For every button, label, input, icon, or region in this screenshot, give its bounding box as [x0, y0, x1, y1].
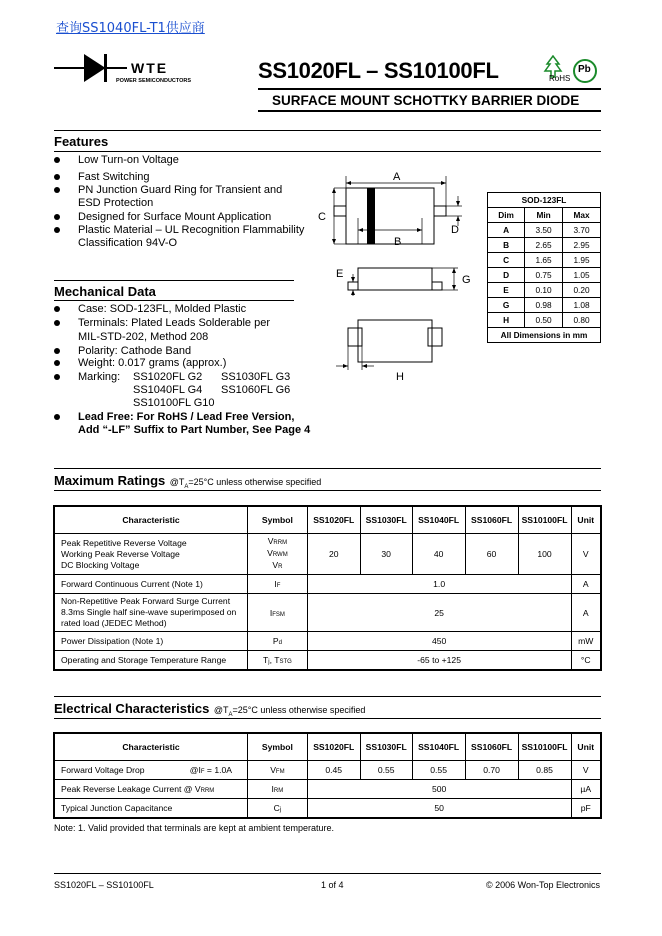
- feature-item: PN Junction Guard Ring for Transient and: [54, 184, 314, 197]
- feature-item-continued: ESD Protection: [78, 197, 154, 209]
- dim-label-e: E: [336, 268, 344, 280]
- mechanical-item: Terminals: Plated Leads Solderable per: [54, 317, 314, 330]
- electrical-table: [53, 732, 602, 819]
- table-row: C 1.65 1.95: [488, 253, 601, 268]
- marking-value: SS10100FL G10: [133, 397, 215, 409]
- table-row: Peak Repetitive Reverse Voltage Working Peak Reverse Voltage DC Blocking Voltage VRRM VRWM VR 20 30 40 60 100 V: [54, 534, 601, 575]
- feature-item-continued: Classification 94V-O: [78, 237, 178, 249]
- mechanical-heading: Mechanical Data: [54, 284, 156, 299]
- subtitle-rule: [258, 110, 601, 112]
- dim-header: Min: [525, 208, 563, 223]
- table-header-row: Characteristic Symbol SS1020FL SS1030FL SS1040FL SS1060FL SS10100FL Unit: [54, 506, 601, 534]
- table-row: Forward Voltage Drop @IF = 1.0A VFM 0.45 0.55 0.55 0.70 0.85 V: [54, 761, 601, 780]
- dim-label-d: D: [451, 224, 459, 236]
- rohs-icon: [543, 55, 573, 85]
- mechanical-item: Case: SOD-123FL, Molded Plastic: [54, 303, 314, 316]
- marking-value: SS1030FL G3: [221, 371, 291, 383]
- max-ratings-top-rule: [54, 468, 601, 469]
- dim-label-c: C: [318, 211, 326, 223]
- mechanical-item: Marking:: [54, 371, 314, 384]
- dim-header: Max: [563, 208, 601, 223]
- rohs-label: RoHS: [549, 74, 571, 83]
- supplier-link[interactable]: 查询SS1040FL-T1供应商: [56, 21, 205, 36]
- table-row: D 0.75 1.05: [488, 268, 601, 283]
- dimension-table: [487, 192, 601, 343]
- table-row: G 0.98 1.08: [488, 298, 601, 313]
- max-ratings-bottom-rule: [54, 490, 601, 491]
- footer-page-number: 1 of 4: [321, 880, 344, 890]
- marking-value: SS1060FL G6: [221, 384, 291, 396]
- dim-table-footer: All Dimensions in mm: [488, 328, 601, 343]
- feature-item: Plastic Material – UL Recognition Flammability: [54, 224, 314, 237]
- dim-label-b: B: [394, 236, 402, 248]
- mechanical-top-rule: [54, 280, 294, 281]
- dim-label-a: A: [393, 171, 401, 183]
- feature-item: Designed for Surface Mount Application: [54, 211, 314, 224]
- mechanical-item-continued: MIL-STD-202, Method 208: [78, 331, 209, 343]
- table-row: A 3.50 3.70: [488, 223, 601, 238]
- features-bottom-rule: [54, 151, 601, 152]
- mechanical-bottom-rule: [54, 300, 294, 301]
- footer-rule: [54, 873, 601, 874]
- mechanical-item: Weight: 0.017 grams (approx.): [54, 357, 314, 370]
- title-rule: [258, 88, 601, 90]
- logo-text: WTE: [131, 60, 169, 76]
- table-row: E 0.10 0.20: [488, 283, 601, 298]
- table-row: B 2.65 2.95: [488, 238, 601, 253]
- logo-subtext: POWER SEMICONDUCTORS: [116, 78, 192, 84]
- electrical-heading: Electrical Characteristics: [54, 701, 210, 716]
- feature-item: Low Turn-on Voltage: [54, 154, 314, 167]
- footnote: Note: 1. Valid provided that terminals are kept at ambient temperature.: [54, 823, 334, 833]
- wte-logo: [54, 50, 194, 90]
- max-ratings-heading: Maximum Ratings: [54, 473, 166, 488]
- table-row: Peak Reverse Leakage Current @ VRRM IRM 500 µA: [54, 780, 601, 799]
- table-row: H 0.50 0.80: [488, 313, 601, 328]
- table-row: Operating and Storage Temperature Range Tj, TSTG -65 to +125 °C: [54, 651, 601, 670]
- feature-item: Fast Switching: [54, 171, 314, 184]
- footer-right: © 2006 Won-Top Electronics: [486, 880, 601, 890]
- electrical-condition: $@T_A=25^\circ C$ unless otherwise specified: [213, 705, 366, 718]
- marking-value: SS1040FL G4: [133, 384, 203, 396]
- marking-value: SS1020FL G2: [133, 371, 203, 383]
- table-row: Typical Junction Capacitance Cj 50 pF: [54, 799, 601, 818]
- pb-free-icon: [573, 59, 597, 83]
- features-heading: Features: [54, 134, 109, 149]
- dim-header: Dim: [488, 208, 525, 223]
- max-ratings-table: [53, 505, 602, 671]
- page-subtitle: SURFACE MOUNT SCHOTTKY BARRIER DIODE: [272, 93, 580, 108]
- table-row: Power Dissipation (Note 1) Pd 450 mW: [54, 632, 601, 651]
- page-title: SS1020FL – SS10100FL: [258, 58, 499, 83]
- max-ratings-heading-line: [54, 472, 321, 490]
- dim-table-title: SOD-123FL: [488, 193, 601, 208]
- dim-label-h: H: [396, 371, 404, 383]
- max-ratings-condition: $@T_A=25^\circ C$ unless otherwise specified: [169, 477, 322, 490]
- pb-label: Pb: [578, 64, 591, 75]
- features-top-rule: [54, 130, 601, 131]
- mechanical-item-continued: Add “-LF” Suffix to Part Number, See Page 4: [78, 424, 311, 436]
- mechanical-item: Polarity: Cathode Band: [54, 345, 314, 358]
- table-header-row: Characteristic Symbol SS1020FL SS1030FL SS1040FL SS1060FL SS10100FL Unit: [54, 733, 601, 761]
- table-row: Non-Repetitive Peak Forward Surge Current 8.3ms Single half sine-wave superimposed on rated load (JEDEC Method) IFSM 25 A: [54, 594, 601, 632]
- dim-label-g: G: [462, 274, 471, 286]
- electrical-bottom-rule: [54, 718, 601, 719]
- table-row: Forward Continuous Current (Note 1) IF 1.0 A: [54, 575, 601, 594]
- electrical-heading-line: [54, 700, 365, 718]
- mechanical-item-leadfree: Lead Free: For RoHS / Lead Free Version,: [54, 411, 354, 424]
- electrical-top-rule: [54, 696, 601, 697]
- footer-left: SS1020FL – SS10100FL: [54, 880, 154, 890]
